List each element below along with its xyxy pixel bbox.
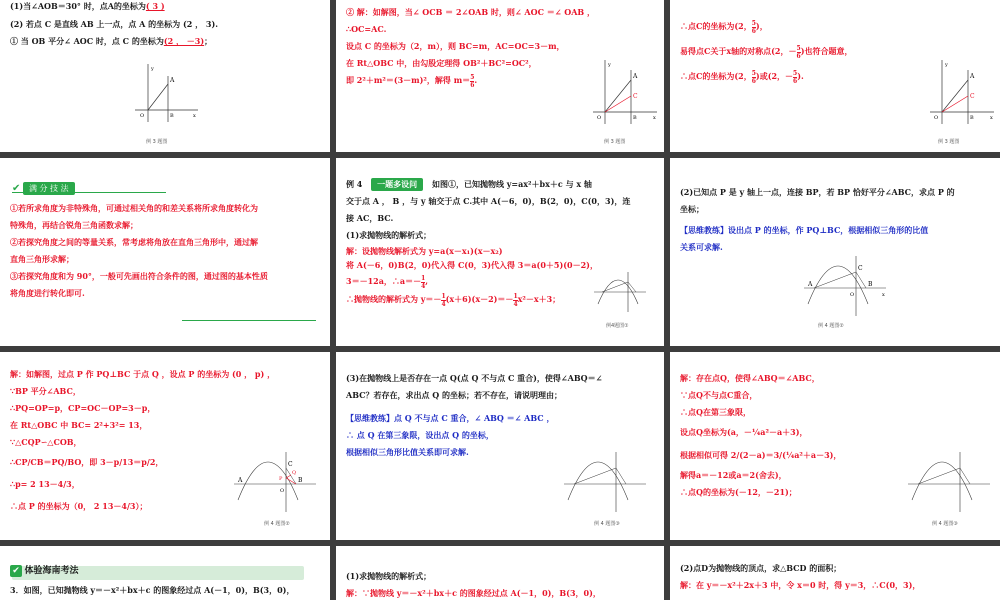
slide-panel-10 <box>0 546 330 600</box>
figure-caption: 例 3 题图 <box>938 139 960 145</box>
slide-panel-9 <box>670 352 1000 540</box>
text-line: (2)已知点 P 是 y 轴上一点，连接 BP，若 BP 恰好平分∠ABC，求点 P 的 <box>680 187 955 197</box>
text-line: ∴OC=AC. <box>346 24 387 34</box>
check-icon: ✔ <box>12 183 21 194</box>
text-line: ①若所求角度为非特殊角，可通过相关角的和差关系将所求角度转化为 <box>10 203 258 213</box>
fig-label-A: A <box>633 73 638 80</box>
multi-question-badge: 一题多设问 <box>371 178 423 191</box>
figure-caption: 例 4 题图③ <box>932 521 958 527</box>
text-line: ∵△CQP∽△COB， <box>10 437 82 447</box>
text-line: 接 AC，BC. <box>346 213 394 223</box>
section-title: 体验海南考法 <box>24 566 79 576</box>
fig-label-O: O <box>280 488 285 494</box>
text-line: ∴PQ=OP=p，CP=OC－OP=3－p， <box>10 403 156 413</box>
fig-label-B: B <box>633 115 637 121</box>
figure-caption: 例4题图① <box>606 323 629 329</box>
text-line: 将 A(－6，0)B(2，0)代入得 C(0，3)代入得 3＝a(0＋5)(0－2)， <box>346 260 598 270</box>
text-line: 设点 C 的坐标为（2，m），则 BC=m，AC=OC=3－m， <box>346 41 565 51</box>
slide-panel-1 <box>0 0 330 152</box>
tip-title: 满 分 技 法 <box>23 182 75 195</box>
fig-label-O: O <box>934 115 939 121</box>
fig-label-C: C <box>633 93 638 100</box>
slide-panel-12 <box>670 546 1000 600</box>
text-line: 将角度进行转化即可. <box>10 288 85 298</box>
slide-panel-8 <box>336 352 664 540</box>
text-line: 解得a＝－12或a＝2(舍去)， <box>680 470 787 480</box>
fig-label-Q: Q <box>292 470 297 476</box>
fig-label-x: x <box>990 115 993 121</box>
text-line: 交于点 A ， B ，与 y 轴交于点 C.其中 A(－6，0)，B(2，0)，C(0，3)，连 <box>346 196 631 206</box>
fig-label-x: x <box>653 115 656 121</box>
slide-panel-2 <box>336 0 664 152</box>
text-line: 特殊角，再结合锐角三角函数求解； <box>10 220 138 230</box>
text-line: ③若探究角度和为 90°，一般可先画出符合条件的图，通过图的基本性质 <box>10 271 268 281</box>
text-line: ∴抛物线的解析式为 y＝－ $\frac{1}{4}$ (x＋6)(x－2)＝－ $\frac{1}{4}$ x²－x＋3； <box>346 292 561 308</box>
text-line: 设点Q坐标为(a，－¼a²－a＋3)， <box>680 427 808 437</box>
fig-label-B: B <box>970 115 974 121</box>
text-line: ∵BP 平分∠ABC， <box>10 386 81 396</box>
text-line: (1)当∠AOB＝30° 时，点A的坐标为( 3 ) <box>10 1 165 11</box>
example-number: 例 4 <box>346 179 363 189</box>
text-line: 即 2²＋m²＝(3－m)²，解得 m＝ $\frac{5}{6}$ . <box>346 73 478 89</box>
fig-label-y: y <box>945 62 948 68</box>
parabola-figure <box>906 450 992 514</box>
text-line: ∴p= 2 13－4/3， <box>10 479 80 489</box>
parabola-figure <box>802 254 888 318</box>
text-line: 解：如解图，过点 P 作 PQ⊥BC 于点 Q ，设点 P 的坐标为 (0 ， p) ， <box>10 369 276 379</box>
text-line: 解：设抛物线解析式为 y=a(x－x₁)(x－x₂) <box>346 246 503 256</box>
text-line: (2)点D为抛物线的顶点，求△BCD 的面积； <box>680 563 842 573</box>
text-line: 【思维教练】点 Q 不与点 C 重合，∠ ABQ ＝∠ ABC ， <box>346 413 555 423</box>
fig-label-O: O <box>140 113 145 119</box>
text-line: 【思维教练】设出点 P 的坐标，作 PQ⊥BC，根据相似三角形的比值 <box>680 225 929 235</box>
text-line: ∴点 P 的坐标为（0， 2 13－4/3）； <box>10 501 148 511</box>
fig-label-B: B <box>298 477 303 484</box>
text-line: ∴点Q的坐标为(－12，－21)； <box>680 487 797 497</box>
text-line: ② 解：如解图，当∠ OCB ＝ 2∠OAB 时，则∠ AOC ＝∠ OAB ， <box>346 7 595 17</box>
text-line: 坐标； <box>680 204 704 214</box>
fig-label-P: P <box>279 476 283 482</box>
text-line: 解：∵抛物线 y＝－x²＋bx＋c 的图象经过点 A(－1，0)，B(3，0)， <box>346 588 601 598</box>
text-line: ∴CP/CB＝PQ/BO，即 3－p/13＝p/2， <box>10 457 164 467</box>
fig-label-y: y <box>608 62 611 68</box>
fig-label-y: y <box>151 66 154 72</box>
parabola-figure <box>562 450 648 514</box>
text-line: 在 Rt△OBC 中 BC= 2²+3²= 13， <box>10 420 148 430</box>
fig-label-x: x <box>882 292 885 298</box>
fig-label-x: x <box>193 113 196 119</box>
figure-caption: 例 3 题图 <box>146 139 168 145</box>
text-line: ∴点C的坐标为(2， $\frac{5}{6}$ )或(2，－ $\frac{5}{6}$ ). <box>680 69 804 85</box>
text-line: ∵点Q不与点C重合， <box>680 390 758 400</box>
fig-label-C: C <box>288 461 293 468</box>
text-line: 例 4 一题多设问 如图①，已知抛物线 y=ax²＋bx＋c 与 x 轴 <box>346 179 592 189</box>
text-line: (1)求抛物线的解析式； <box>346 571 432 581</box>
figure-caption: 例 3 题图 <box>604 139 626 145</box>
fig-label-O: O <box>597 115 602 121</box>
fig-label-A: A <box>808 281 813 288</box>
fig-label-C: C <box>858 265 863 272</box>
text-line: ∴点Q在第三象限， <box>680 407 751 417</box>
figure-caption: 例 4 题图③ <box>594 521 620 527</box>
slide-panel-3 <box>670 0 1000 152</box>
coordinate-figure <box>928 56 998 126</box>
text-line: 在 Rt△OBC 中，由勾股定理得 OB²＋BC²=OC²， <box>346 58 537 68</box>
text-line: ∴ 点 Q 在第三象限，设出点 Q 的坐标， <box>346 430 494 440</box>
fig-label-A: A <box>970 73 975 80</box>
text-line: 根据相似可得 2/(2－a)＝3/(¼a²＋a－3)， <box>680 450 842 460</box>
text-line: 关系可求解. <box>680 242 723 252</box>
slide-panel-5 <box>336 158 664 346</box>
text-line: 易得点C关于x轴的对称点(2，－ $\frac{5}{6}$ )也符合题意， <box>680 44 853 60</box>
fig-label-C: C <box>970 93 975 100</box>
slide-panel-6 <box>670 158 1000 346</box>
parabola-figure <box>232 450 318 514</box>
coordinate-figure <box>130 64 200 126</box>
figure-caption: 例 4 题图② <box>264 521 290 527</box>
text-line: ① 当 OB 平分∠ AOC 时，点 C 的坐标为(2 ， －3)； <box>10 36 213 46</box>
text-line: 根据相似三角形比值关系即可求解. <box>346 447 469 457</box>
check-icon: ✔ <box>10 565 22 577</box>
text-line: 3＝－12a，∴a＝－ $\frac{1}{4}$ , <box>346 274 429 290</box>
text-line: 直角三角形求解； <box>10 254 74 264</box>
coordinate-figure <box>591 56 661 126</box>
slide-panel-7 <box>0 352 330 540</box>
fig-label-O: O <box>850 292 855 298</box>
text-line: ∴点C的坐标为(2， $\frac{5}{6}$ )， <box>680 19 768 35</box>
text-line: (3)在抛物线上是否存在一点 Q(点 Q 不与点 C 重合)，使得∠ABQ＝∠ <box>346 373 603 383</box>
text-line: 3．如图，已知抛物线 y＝－x²＋bx＋c 的图象经过点 A(－1，0)，B(3，0)， <box>10 585 295 595</box>
slide-panel-4 <box>0 158 330 346</box>
text-line: 解：存在点Q，使得∠ABQ＝∠ABC， <box>680 373 820 383</box>
fig-label-B: B <box>170 113 174 119</box>
text-line: (1)求抛物线的解析式； <box>346 230 432 240</box>
fig-label-B: B <box>868 281 873 288</box>
text-line: ABC？若存在，求出点 Q 的坐标；若不存在，请说明理由； <box>346 390 563 400</box>
parabola-figure <box>592 270 648 314</box>
tip-footer-rule <box>182 320 316 321</box>
text-line: ②若探究角度之间的等量关系，常考虑将角放在直角三角形中，通过解 <box>10 237 258 247</box>
figure-caption: 例 4 题图② <box>818 323 844 329</box>
text-line: 解：在 y＝－x²＋2x＋3 中，令 x＝0 时，得 y＝3，∴C(0，3)， <box>680 580 921 590</box>
slide-panel-11 <box>336 546 664 600</box>
text-line: (2) 若点 C 是直线 AB 上一点，点 A 的坐标为 (2 ， 3). <box>10 19 219 29</box>
fig-label-A: A <box>170 77 175 84</box>
fig-label-A: A <box>238 477 243 484</box>
tip-header <box>12 180 166 193</box>
